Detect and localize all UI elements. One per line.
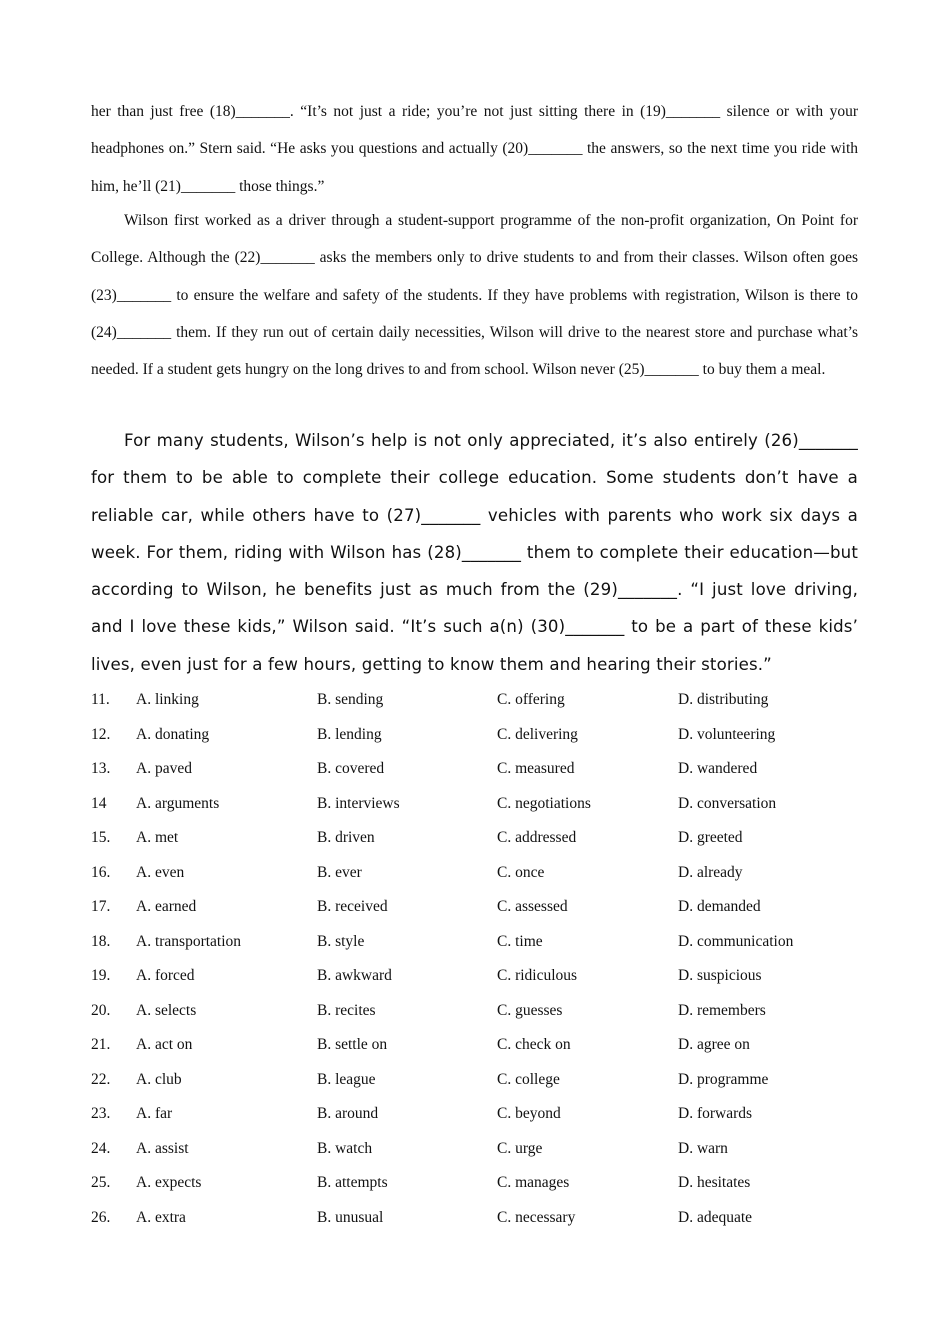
option-a: A. paved <box>136 760 192 777</box>
question-row <box>91 752 871 787</box>
option-a: A. selects <box>136 1001 197 1019</box>
option-c: C. manages <box>497 1174 570 1191</box>
option-d: D. warn <box>678 1139 728 1157</box>
passage-paragraph-2: Wilson first worked as a driver through a student-support programme of the non-profit organization, On Point for College. Although the (22)_______ asks the members only to drive students to and from their classes. Wilson often goes (23)_______ to ensure the welfare and safety of the students. If they have problems with registration, Wilson is there to (24)_______ them. If they run out of certain daily necessities, Wilson will drive to the nearest store and purchase what’s needed. If a student gets hungry on the long drives to and from school. Wilson never (25)_______ to buy them a meal. <box>91 212 858 379</box>
option-b: B. lending <box>317 725 382 743</box>
option-a: A. club <box>136 1070 182 1088</box>
option-c: C. check on <box>497 1036 571 1053</box>
question-row <box>91 890 871 925</box>
question-row <box>91 1097 871 1132</box>
option-a: A. expects <box>136 1174 202 1191</box>
option-c: C. ridiculous <box>497 967 578 984</box>
option-b: B. ever <box>317 863 362 881</box>
option-b: B. sending <box>317 691 384 708</box>
question-number: 14 <box>91 794 107 812</box>
question-row <box>91 1201 871 1236</box>
option-b: B. league <box>317 1070 376 1088</box>
option-a: A. act on <box>136 1036 193 1053</box>
question-row <box>91 1166 871 1201</box>
question-number: 15. <box>91 829 111 846</box>
question-number: 22. <box>91 1070 111 1088</box>
option-d: D. demanded <box>678 898 761 915</box>
option-d: D. distributing <box>678 691 769 708</box>
question-number: 24. <box>91 1139 111 1157</box>
question-number: 25. <box>91 1174 111 1191</box>
option-c: C. once <box>497 863 545 881</box>
answer-options-list <box>91 683 871 1235</box>
option-c: C. time <box>497 932 543 950</box>
question-number: 18. <box>91 932 111 950</box>
question-row <box>91 994 871 1029</box>
question-row <box>91 683 871 718</box>
option-a: A. far <box>136 1105 173 1122</box>
question-row <box>91 1063 871 1098</box>
question-row <box>91 787 871 822</box>
option-c: C. offering <box>497 691 565 708</box>
option-a: A. extra <box>136 1208 186 1226</box>
question-number: 13. <box>91 760 111 777</box>
question-row <box>91 959 871 994</box>
option-b: B. awkward <box>317 967 392 984</box>
question-row <box>91 1132 871 1167</box>
option-c: C. necessary <box>497 1208 576 1226</box>
option-c: C. measured <box>497 760 575 777</box>
question-number: 11. <box>91 691 110 708</box>
option-c: C. college <box>497 1070 560 1088</box>
option-b: B. watch <box>317 1139 373 1157</box>
question-number: 12. <box>91 725 111 743</box>
question-number: 21. <box>91 1036 111 1053</box>
option-d: D. programme <box>678 1070 769 1088</box>
option-b: B. unusual <box>317 1208 384 1226</box>
passage-paragraph-1: her than just free (18)_______. “It’s not just a ride; you’re not just sitting there in (19)_______ silence or with your headphones on.” Stern said. “He asks you questions and actually (20)_______ the answers, so the next time you ride with him, he’ll (21)_______ those things.” <box>91 103 858 195</box>
question-number: 23. <box>91 1105 111 1122</box>
option-d: D. adequate <box>678 1208 753 1226</box>
question-row <box>91 856 871 891</box>
option-d: D. forwards <box>678 1105 753 1122</box>
option-a: A. forced <box>136 967 195 984</box>
option-d: D. wandered <box>678 760 758 777</box>
option-c: C. urge <box>497 1139 543 1157</box>
question-row <box>91 925 871 960</box>
option-b: B. covered <box>317 760 385 777</box>
option-a: A. assist <box>136 1139 189 1157</box>
option-c: C. assessed <box>497 898 568 915</box>
option-b: B. style <box>317 932 365 950</box>
option-b: B. recites <box>317 1001 376 1019</box>
question-number: 16. <box>91 863 111 881</box>
option-a: A. earned <box>136 898 197 915</box>
option-a: A. donating <box>136 725 210 743</box>
question-row <box>91 1028 871 1063</box>
option-a: A. transportation <box>136 932 242 950</box>
option-d: D. remembers <box>678 1001 766 1019</box>
option-d: D. conversation <box>678 794 777 812</box>
option-d: D. greeted <box>678 829 743 846</box>
question-row <box>91 821 871 856</box>
option-d: D. communication <box>678 932 794 950</box>
option-b: B. attempts <box>317 1174 388 1191</box>
option-c: C. guesses <box>497 1001 563 1019</box>
option-d: D. agree on <box>678 1036 750 1053</box>
option-c: C. negotiations <box>497 794 591 812</box>
question-number: 26. <box>91 1208 111 1226</box>
option-d: D. suspicious <box>678 967 762 984</box>
option-b: B. driven <box>317 829 375 846</box>
option-c: C. beyond <box>497 1105 561 1122</box>
option-b: B. received <box>317 898 388 915</box>
option-b: B. settle on <box>317 1036 388 1053</box>
question-number: 17. <box>91 898 111 915</box>
option-c: C. addressed <box>497 829 577 846</box>
option-d: D. hesitates <box>678 1174 751 1191</box>
option-a: A. arguments <box>136 794 220 812</box>
option-a: A. linking <box>136 691 199 708</box>
option-a: A. met <box>136 829 179 846</box>
question-number: 19. <box>91 967 111 984</box>
option-c: C. delivering <box>497 725 578 743</box>
question-number: 20. <box>91 1001 111 1019</box>
option-b: B. interviews <box>317 794 400 812</box>
option-a: A. even <box>136 863 185 881</box>
option-b: B. around <box>317 1105 379 1122</box>
option-d: D. volunteering <box>678 725 776 743</box>
option-d: D. already <box>678 863 743 881</box>
question-row <box>91 718 871 753</box>
passage-paragraph-3: For many students, Wilson’s help is not only appreciated, it’s also entirely (26)_______ for them to be able to complete their college education. Some students don’t have a reliable car, while others have to (27)_______ vehicles with parents who work six days a week. For them, riding with Wilson has (28)_______ them to complete their education—but according to Wilson, he benefits just as much from the (29)_______. “I just love driving, and I love these kids,” Wilson said. “It’s such a(n) (30)_______ to be a part of these kids’ lives, even just for a few hours, getting to know them and hearing their stories.” <box>91 431 858 674</box>
